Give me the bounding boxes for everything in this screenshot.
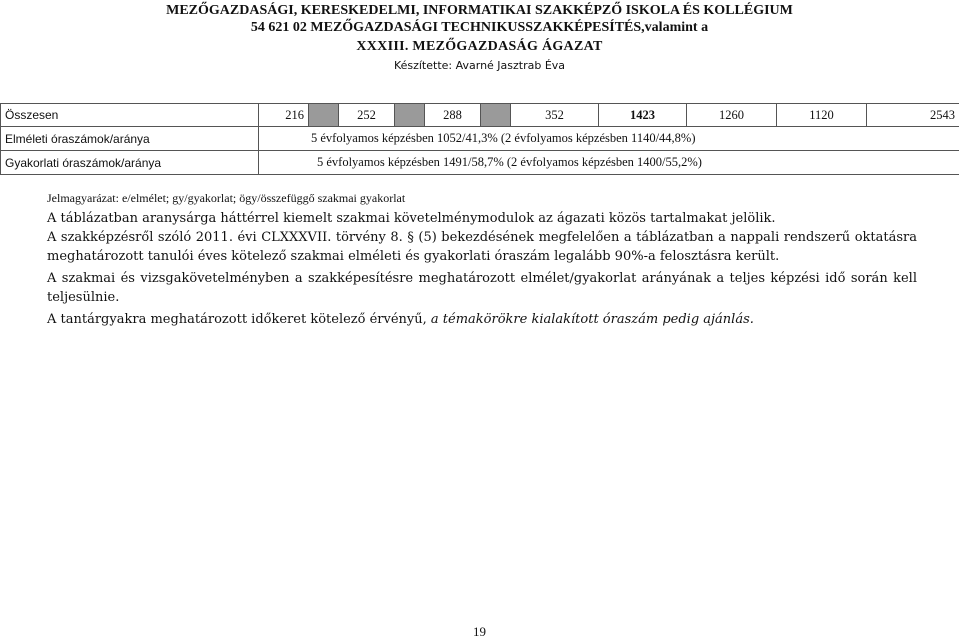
table-row-practice [1,151,959,175]
author-line: Készítette: Avarné Jasztrab Éva [0,57,959,74]
gray-cell [309,104,339,127]
total-cell: 1423 [599,104,687,127]
gray-cell [481,104,511,127]
qualification-title: 54 621 02 MEZŐGAZDASÁGI TECHNIKUSSZAKKÉPESÍTÉS,valamint a [0,19,959,36]
hours-summary-table [0,103,959,175]
total-cell: 352 [511,104,599,127]
total-cell: 1260 [687,104,777,127]
table-row-theory [1,127,959,151]
theory-ratio-text [259,127,959,151]
note-highlight-paragraph: A táblázatban aranysárga háttérrel kiemelt szakmai követelménymodulok az ágazati közös tartalmakat jelölik. [47,209,917,228]
note-timeframe-paragraph [47,310,917,329]
gray-cell [395,104,425,127]
page-number: 19 [0,624,959,640]
row-label-total: Összesen [1,104,259,127]
total-cell: 1120 [777,104,867,127]
total-cell: 252 [339,104,395,127]
total-cell: 216 [259,104,309,127]
timeframe-italic-text: a témakörökre kialakított óraszám pedig ajánlás. [431,312,754,327]
school-title: MEZŐGAZDASÁGI, KERESKEDELMI, INFORMATIKAI SZAKKÉPZŐ ISKOLA ÉS KOLLÉGIUM [0,2,959,19]
row-label-practice: Gyakorlati óraszámok/aránya [1,151,259,175]
note-ratio-paragraph: A szakmai és vizsgakövetelményben a szakképesítésre meghatározott elmélet/gyakorlat arányának a teljes képzési idő során kell teljesülnie. [47,269,917,307]
total-cell: 288 [425,104,481,127]
table-row-total [1,104,959,127]
note-law-paragraph: A szakképzésről szóló 2011. évi CLXXXVII. törvény 8. § (5) bekezdésének megfelelően a táblázatban a nappali rendszerű oktatásra meghatározott tanulói éves kötelező szakmai elméleti és gyakorlati óraszám legalább 90%-a felosztásra került. [47,228,917,266]
practice-ratio-text [259,151,959,175]
legend-text: Jelmagyarázat: e/elmélet; gy/gyakorlat; ögy/összefüggő szakmai gyakorlat [47,191,405,206]
timeframe-text: A tantárgyakra meghatározott időkeret kötelező érvényű, [47,312,431,327]
theory-ratio-value: 5 évfolyamos képzésben 1052/41,3% (2 évfolyamos képzésben 1140/44,8%) [265,131,696,145]
total-cell: 2543 [867,104,959,127]
row-label-theory: Elméleti óraszámok/aránya [1,127,259,151]
sector-title: XXXIII. MEZŐGAZDASÁG ÁGAZAT [0,38,959,55]
practice-ratio-value: 5 évfolyamos képzésben 1491/58,7% (2 évfolyamos képzésben 1400/55,2%) [265,155,702,169]
